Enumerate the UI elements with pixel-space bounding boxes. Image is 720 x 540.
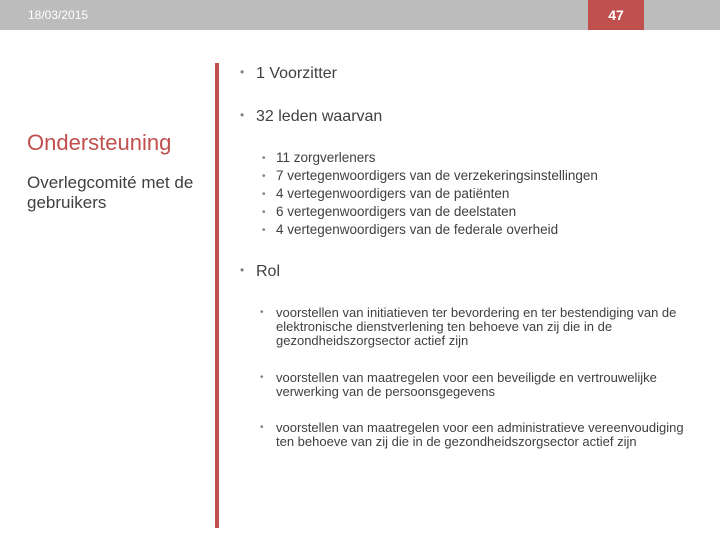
- role-text: voorstellen van maatregelen voor een beveiligde en vertrouwelijke verwerking van de persoonsgegevens: [276, 370, 657, 399]
- bullet-icon: •: [262, 189, 266, 200]
- bullet-icon: •: [260, 422, 264, 433]
- bullet-icon: •: [260, 372, 264, 383]
- member-text: 6 vertegenwoordigers van de deelstaten: [276, 204, 517, 219]
- member-text: 4 vertegenwoordigers van de patiënten: [276, 186, 510, 201]
- role-item: [260, 306, 690, 348]
- member-text: 4 vertegenwoordigers van de federale overheid: [276, 222, 559, 237]
- bullet-icon: •: [240, 108, 245, 122]
- slide-date: 18/03/2015: [28, 8, 89, 22]
- bullet-text: 1 Voorzitter: [256, 65, 337, 82]
- bullet-text: Rol: [256, 263, 281, 280]
- bullet-rol: [240, 263, 280, 281]
- member-item: [262, 150, 376, 165]
- bullet-icon: •: [262, 207, 266, 218]
- header-bar: [0, 0, 720, 30]
- bullet-icon: •: [240, 65, 245, 79]
- member-text: 11 zorgverleners: [276, 150, 376, 165]
- bullet-text: 32 leden waarvan: [256, 108, 383, 125]
- bullet-icon: •: [260, 307, 264, 318]
- member-item: [262, 168, 598, 183]
- bullet-leden: [240, 108, 382, 126]
- bullet-icon: •: [240, 263, 245, 277]
- member-item: [262, 204, 516, 219]
- member-item: [262, 186, 509, 201]
- bullet-voorzitter: [240, 65, 337, 83]
- member-item: [262, 222, 558, 237]
- bullet-icon: •: [262, 171, 266, 182]
- member-text: 7 vertegenwoordigers van de verzekeringsinstellingen: [276, 168, 598, 183]
- role-text: voorstellen van initiatieven ter bevordering en ter bestendiging van de elektronische dienstverlening ten behoeve van zij die in de gezondheidszorgsector actief zijn: [276, 305, 677, 348]
- vertical-divider: [215, 63, 219, 528]
- page-number: 47: [588, 0, 644, 30]
- role-text: voorstellen van maatregelen voor een administratieve vereenvoudiging ten behoeve van zij die in de gezondheidszorgsector actief zijn: [276, 420, 684, 449]
- bullet-icon: •: [262, 153, 266, 164]
- bullet-icon: •: [262, 225, 266, 236]
- role-item: [260, 421, 690, 449]
- section-subtitle: Overlegcomité met de gebruikers: [27, 173, 194, 212]
- section-title: Ondersteuning: [27, 130, 172, 155]
- role-item: [260, 371, 690, 399]
